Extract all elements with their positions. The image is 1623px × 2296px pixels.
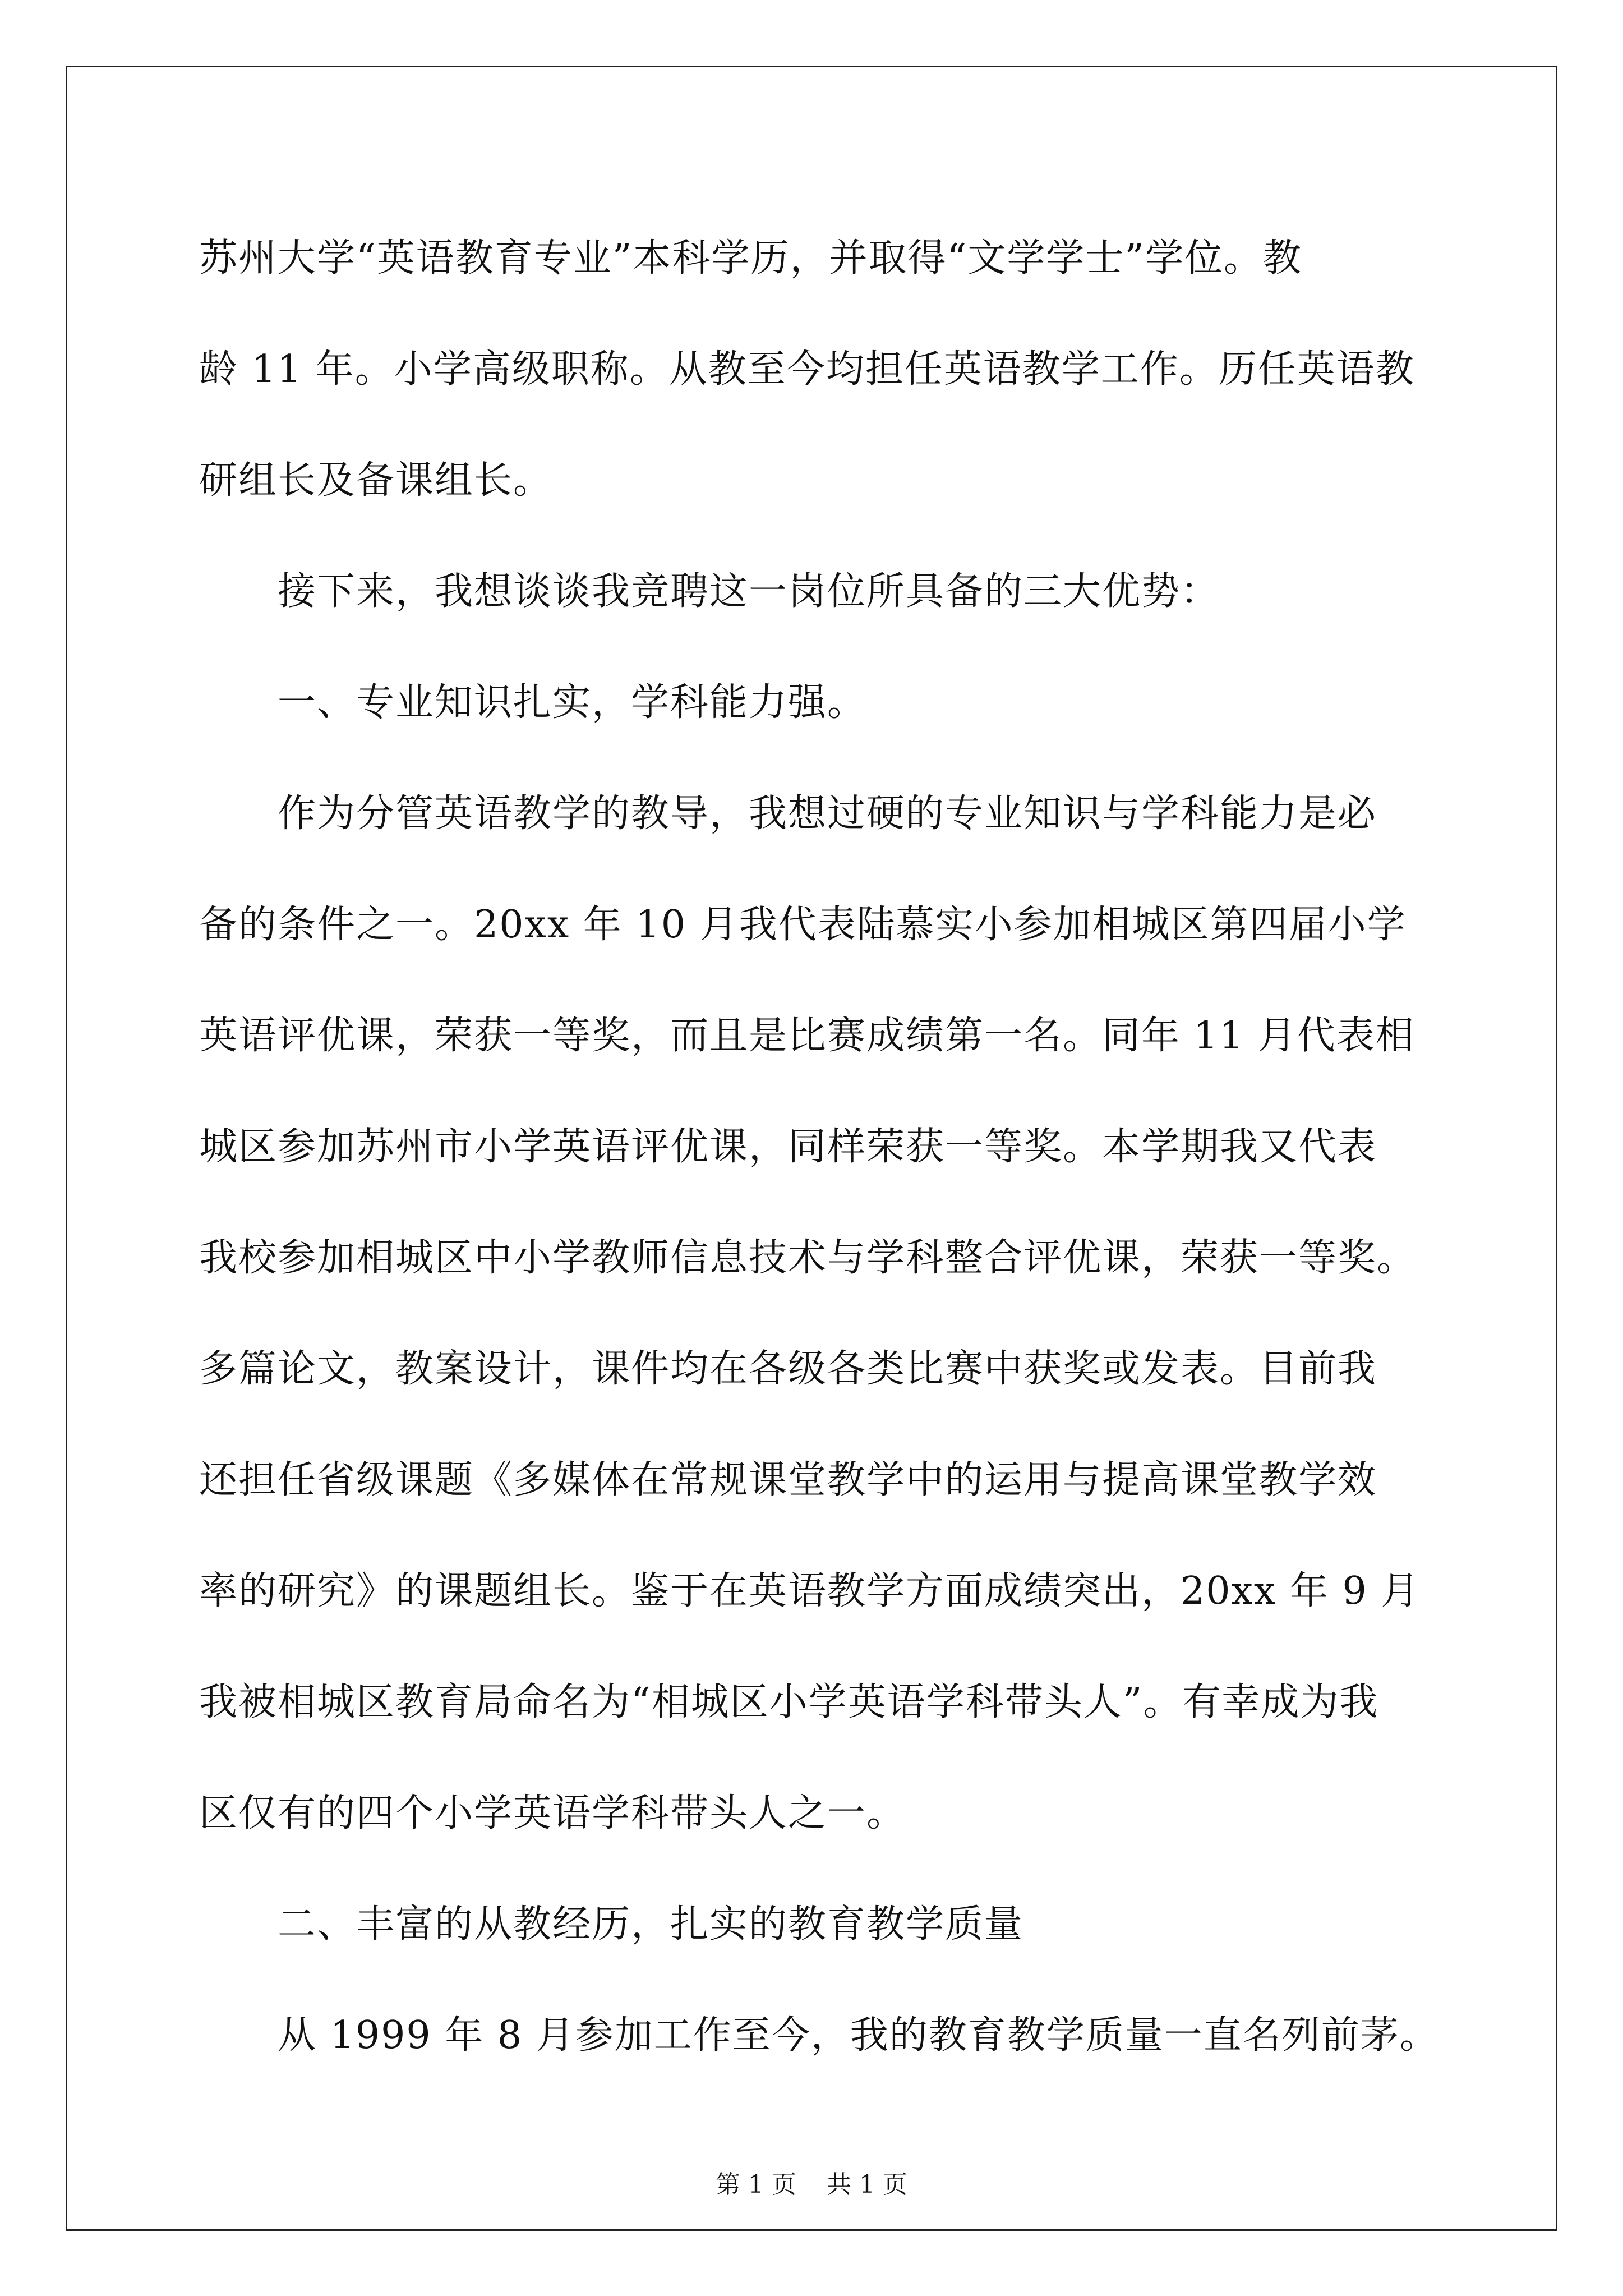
- text-line: 我被相城区教育局命名为“相城区小学英语学科带头人”。有幸成为我: [199, 1680, 1379, 1724]
- text-line: 率的研究》的课题组长。鉴于在英语教学方面成绩突出，20xx 年 9 月: [199, 1569, 1421, 1613]
- text-line: 还担任省级课题《多媒体在常规课堂教学中的运用与提高课堂教学效: [199, 1458, 1377, 1502]
- text-line: 研组长及备课组长。: [199, 458, 553, 503]
- text-line: 英语评优课，荣获一等奖，而且是比赛成绩第一名。同年 11 月代表相: [199, 1014, 1415, 1058]
- section-heading-2: 二、丰富的从教经历，扎实的教育教学质量: [278, 1902, 1024, 1947]
- text-line: 作为分管英语教学的教导，我想过硬的专业知识与学科能力是必: [278, 792, 1377, 836]
- text-line: 城区参加苏州市小学英语评优课，同样荣获一等奖。本学期我又代表: [199, 1125, 1377, 1169]
- section-heading-1: 一、专业知识扎实，学科能力强。: [278, 680, 867, 725]
- text-line: 龄 11 年。小学高级职称。从教至今均担任英语教学工作。历任英语教: [199, 347, 1415, 392]
- document-body: [199, 203, 1439, 2091]
- page-total: 共 1 页: [827, 2170, 907, 2199]
- text-line: 接下来，我想谈谈我竞聘这一岗位所具备的三大优势：: [278, 569, 1220, 614]
- text-line: 区仅有的四个小学英语学科带头人之一。: [199, 1791, 906, 1835]
- page-number: 第 1 页: [716, 2170, 796, 2199]
- text-line: 多篇论文，教案设计，课件均在各级各类比赛中获奖或发表。目前我: [199, 1347, 1377, 1391]
- text-line: 我校参加相城区中小学教师信息技术与学科整合评优课，荣获一等奖。: [199, 1236, 1417, 1280]
- text-line: 苏州大学“英语教育专业”本科学历，并取得“文学学士”学位。教: [199, 236, 1303, 280]
- page-footer: [0, 2168, 1623, 2202]
- text-line: 备的条件之一。20xx 年 10 月我代表陆慕实小参加相城区第四届小学: [199, 903, 1407, 947]
- text-line: 从 1999 年 8 月参加工作至今，我的教育教学质量一直名列前茅。: [278, 2013, 1439, 2058]
